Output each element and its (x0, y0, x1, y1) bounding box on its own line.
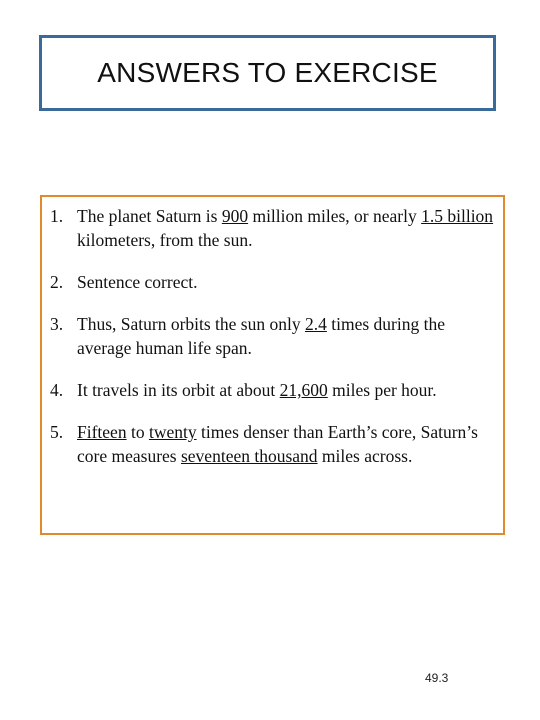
underlined-answer-text: twenty (148, 422, 197, 442)
underlined-answer-text: Fifteen (77, 422, 127, 442)
underlined-answer-text: 1.5 billion (421, 206, 494, 226)
answers-list (50, 204, 495, 468)
answer-text: Sentence correct. (77, 272, 198, 292)
answer-number: 2. (50, 272, 64, 292)
answer-number: 3. (50, 314, 64, 334)
answer-text: Thus, Saturn orbits the sun only (77, 314, 305, 334)
underlined-answer-text: 2.4 (304, 314, 327, 334)
page-title: ANSWERS TO EXERCISE (97, 57, 438, 88)
title-box (39, 35, 496, 111)
answer-number: 4. (50, 380, 64, 400)
answer-number: 5. (50, 422, 64, 442)
answer-item (50, 270, 495, 294)
answer-text: kilometers, from the sun. (77, 230, 253, 250)
answer-text: to (126, 422, 149, 442)
answer-item (50, 378, 495, 402)
answer-text: million miles, or nearly (248, 206, 422, 226)
answer-item (50, 312, 495, 360)
answer-item (50, 204, 495, 252)
answer-text: times denser than Earth’s core, Saturn’s core measures (77, 422, 478, 466)
answer-text: The planet Saturn is (77, 206, 222, 226)
answer-text: miles per hour. (327, 380, 437, 400)
answer-number: 1. (50, 206, 64, 226)
answer-text: times during the average human life span. (77, 314, 445, 358)
page-number: 49.3 (425, 671, 449, 685)
underlined-answer-text: 21,600 (279, 380, 328, 400)
underlined-answer-text: seventeen thousand (180, 446, 318, 466)
underlined-answer-text: 900 (221, 206, 249, 226)
answer-text: miles across. (317, 446, 413, 466)
answer-text: It travels in its orbit at about (77, 380, 280, 400)
answer-item (50, 420, 495, 468)
answers-box (40, 195, 505, 535)
